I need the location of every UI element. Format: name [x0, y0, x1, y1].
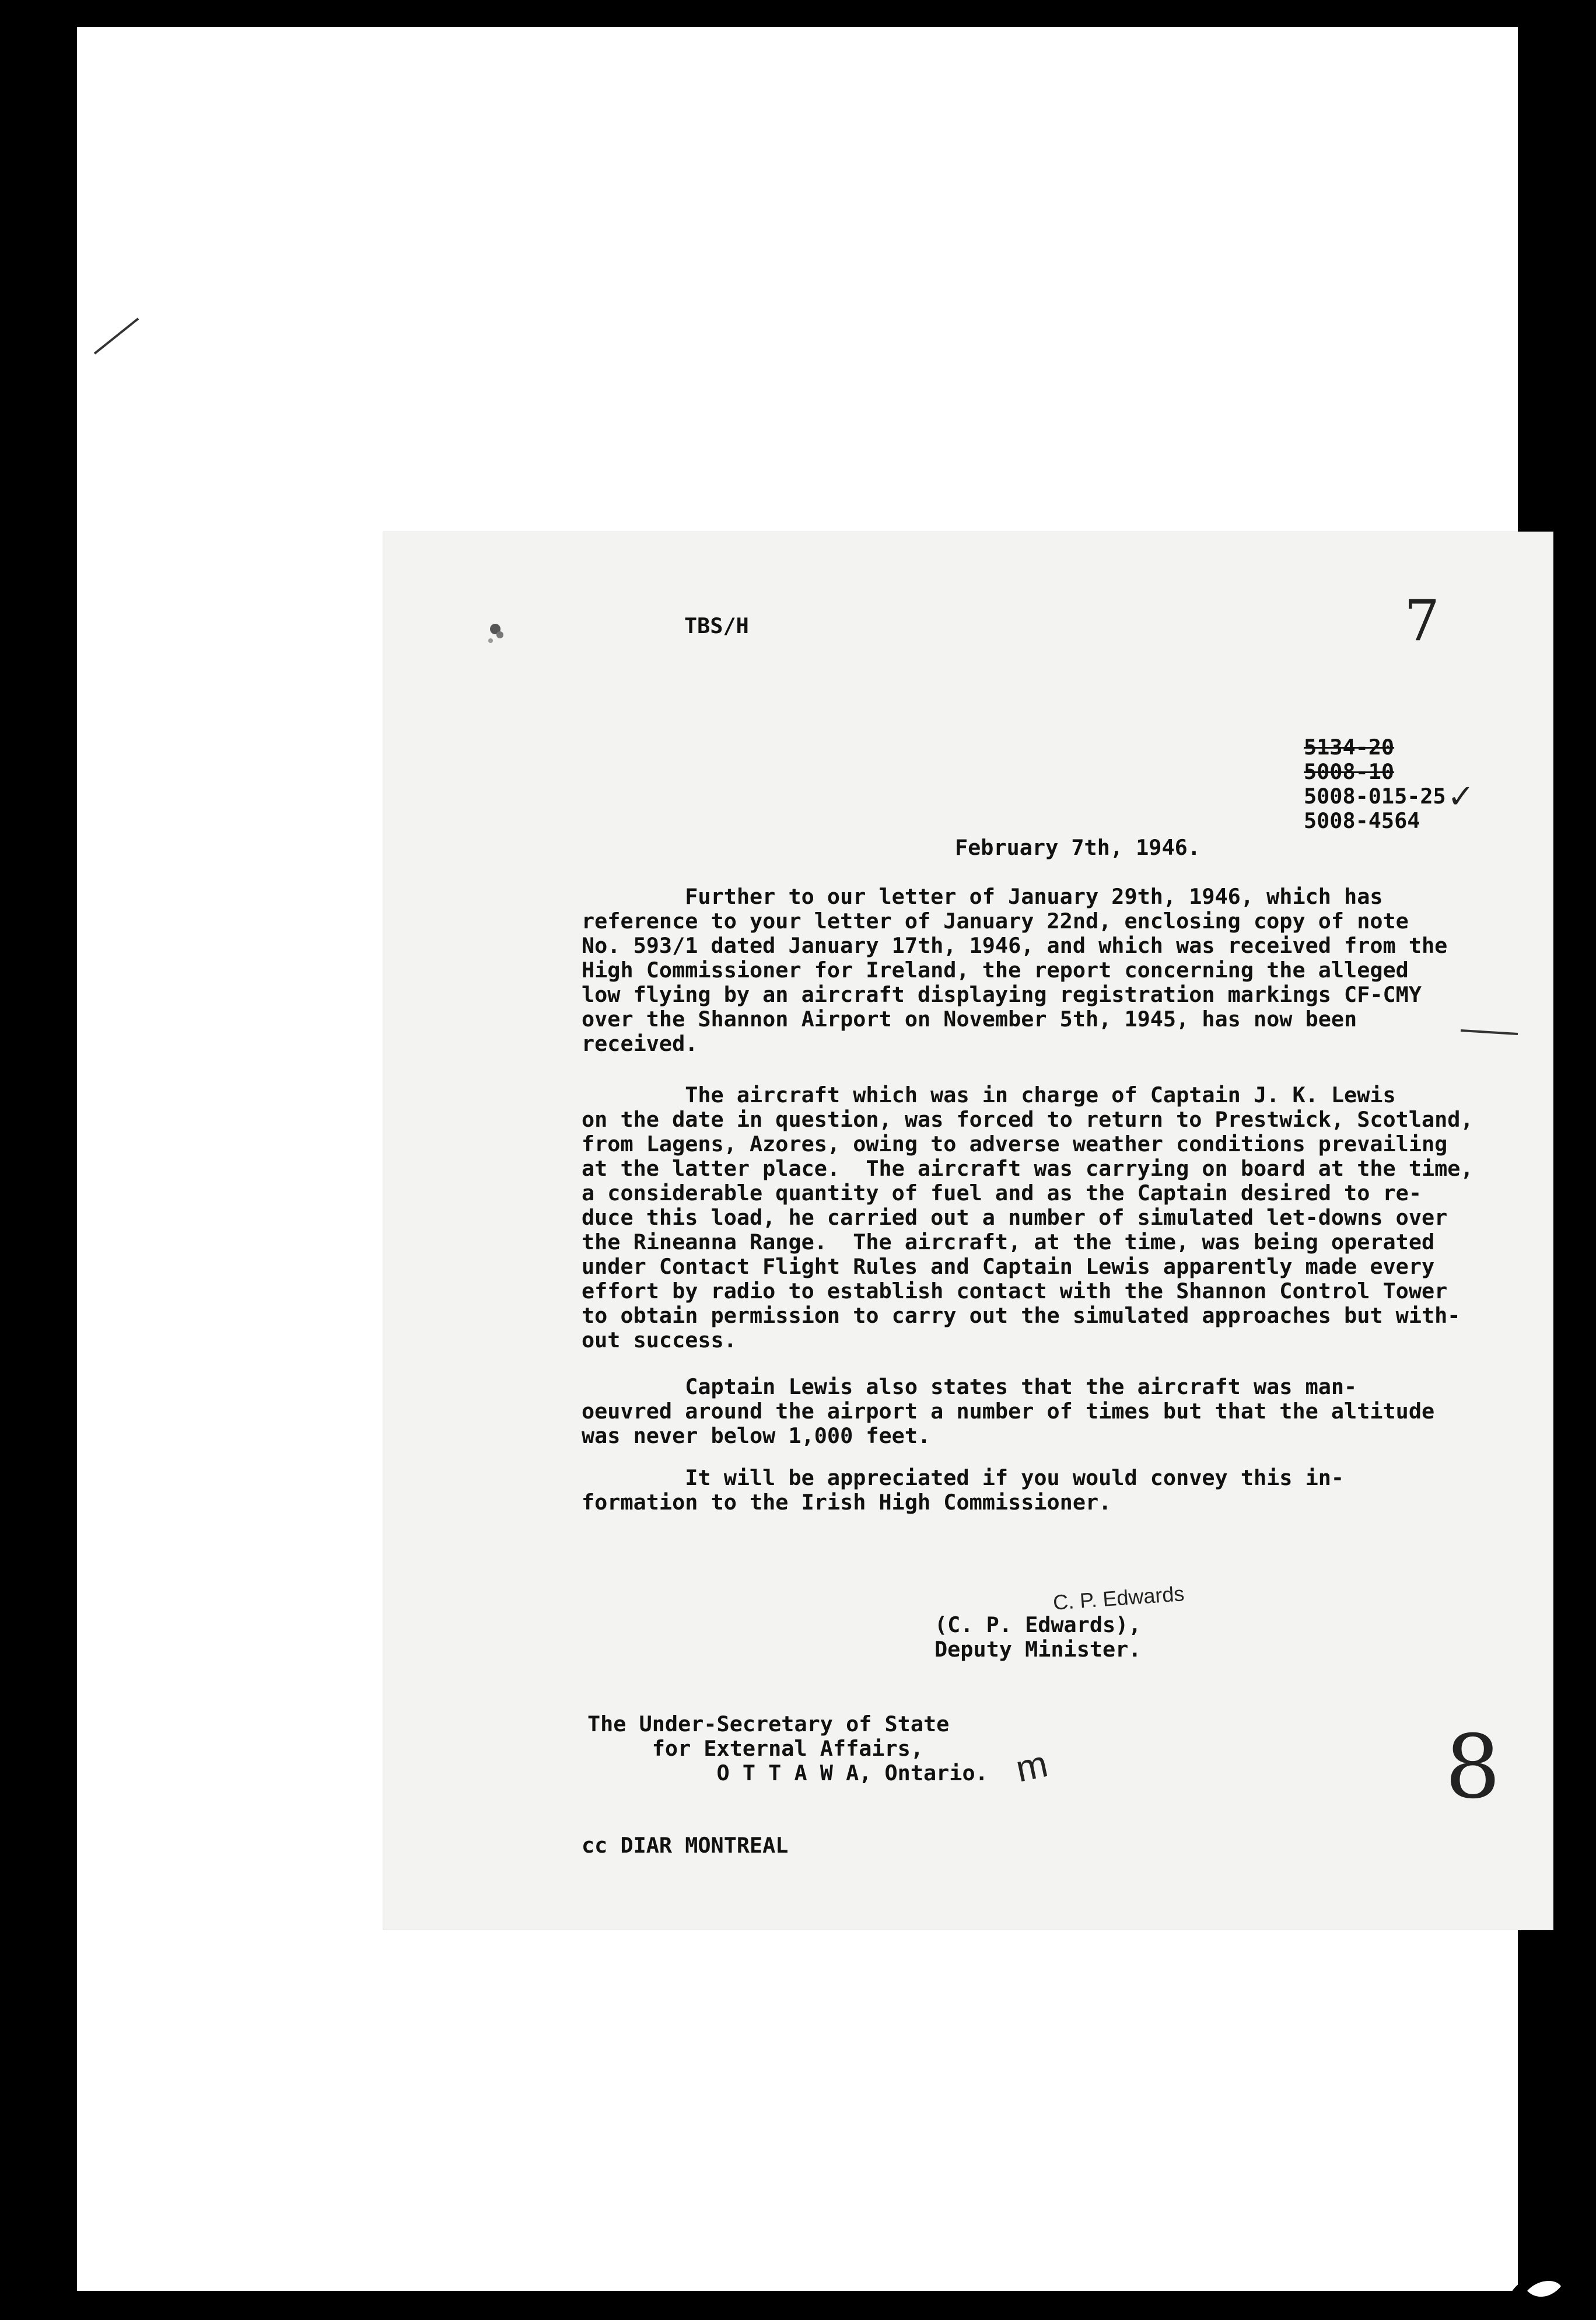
- file-reference: 5008-4564: [1304, 808, 1420, 833]
- body-line: from Lagens, Azores, owing to adverse weather conditions prevailing: [582, 1131, 1448, 1156]
- body-line: over the Shannon Airport on November 5th, 1945, has now been: [582, 1007, 1357, 1032]
- letter-page: [383, 532, 1553, 1930]
- ink-smudge: [482, 620, 517, 649]
- body-line: It will be appreciated if you would convey this in-: [582, 1465, 1345, 1490]
- file-initials: TBS/H: [684, 613, 749, 638]
- file-reference: 5008-10: [1304, 759, 1395, 784]
- carbon-copy-line: cc DIAR MONTREAL: [582, 1833, 789, 1858]
- body-line: on the date in question, was forced to return to Prestwick, Scotland,: [582, 1107, 1474, 1132]
- body-line: No. 593/1 dated January 17th, 1946, and which was received from the: [582, 933, 1448, 958]
- body-line: the Rineanna Range. The aircraft, at the time, was being operated: [582, 1229, 1435, 1255]
- addressee-line: for External Affairs,: [587, 1736, 923, 1761]
- check-mark-icon: ✓: [1447, 778, 1475, 815]
- scan-mark-left: [92, 313, 144, 359]
- file-reference: 5134-20: [1304, 735, 1395, 760]
- body-line: effort by radio to establish contact with the Shannon Control Tower: [582, 1278, 1448, 1304]
- margin-mark: 8: [1445, 1717, 1501, 1818]
- body-line: out success.: [582, 1327, 737, 1353]
- initial-mark: m: [1012, 1742, 1052, 1790]
- body-line: The aircraft which was in charge of Captain J. K. Lewis: [582, 1082, 1396, 1107]
- body-line: was never below 1,000 feet.: [582, 1423, 931, 1448]
- page-number: 7: [1404, 588, 1440, 654]
- body-line: under Contact Flight Rules and Captain Lewis apparently made every: [582, 1254, 1435, 1279]
- body-line: a considerable quantity of fuel and as the Captain desired to re-: [582, 1180, 1422, 1206]
- body-line: low flying by an aircraft displaying registration markings CF-CMY: [582, 982, 1422, 1007]
- scan-mark-right: [1460, 1019, 1524, 1042]
- typed-signatory-name: (C. P. Edwards),: [935, 1612, 1142, 1637]
- addressee-line: O T T A W A, Ontario.: [587, 1760, 988, 1786]
- body-line: High Commissioner for Ireland, the report concerning the alleged: [582, 958, 1409, 983]
- body-line: received.: [582, 1031, 698, 1056]
- body-line: oeuvred around the airport a number of times but that the altitude: [582, 1399, 1435, 1424]
- body-line: to obtain permission to carry out the simulated approaches but with-: [582, 1303, 1461, 1328]
- scan-corner-blot: [1474, 2209, 1596, 2320]
- scan-frame: [77, 27, 1518, 2291]
- signatory-title: Deputy Minister.: [935, 1637, 1142, 1662]
- body-line: Further to our letter of January 29th, 1946, which has: [582, 884, 1383, 909]
- letter-date: February 7th, 1946.: [955, 835, 1200, 860]
- handwritten-signature: C. P. Edwards: [1052, 1581, 1185, 1615]
- addressee-line: The Under-Secretary of State: [587, 1711, 950, 1736]
- body-line: formation to the Irish High Commissioner.: [582, 1490, 1112, 1515]
- body-line: Captain Lewis also states that the aircraft was man-: [582, 1374, 1357, 1399]
- body-line: reference to your letter of January 22nd, enclosing copy of note: [582, 909, 1409, 934]
- body-line: at the latter place. The aircraft was carrying on board at the time,: [582, 1156, 1474, 1181]
- body-line: duce this load, he carried out a number of simulated let-downs over: [582, 1205, 1448, 1230]
- file-reference: 5008-015-25: [1304, 784, 1446, 809]
